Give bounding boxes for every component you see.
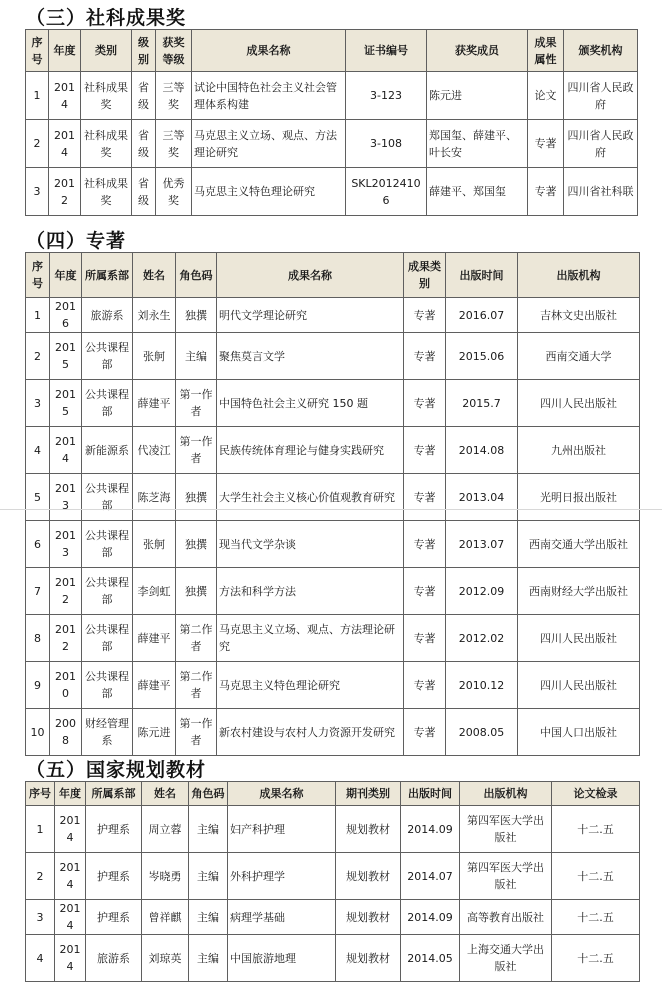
cell: 独撰: [176, 298, 217, 333]
cell: 周立蓉: [142, 806, 189, 853]
cell: 公共课程部: [82, 662, 133, 709]
cell: 上海交通大学出版社: [460, 935, 552, 982]
cell: 独撰: [176, 568, 217, 615]
cell: 2012: [50, 615, 82, 662]
table-header-row: [26, 30, 638, 72]
table-row: [26, 709, 640, 756]
cell: 专著: [404, 521, 446, 568]
cell: 高等教育出版社: [460, 900, 552, 935]
table-header-row: [26, 782, 640, 806]
cell: 李剑虹: [133, 568, 176, 615]
cell: 专著: [404, 298, 446, 333]
col-header: 成果属性: [528, 30, 564, 72]
cell: 光明日报出版社: [518, 474, 640, 521]
col-header: 姓名: [133, 253, 176, 298]
col-header: 成果类别: [404, 253, 446, 298]
cell: 郑国玺、薛建平、叶长安: [427, 120, 528, 168]
cell: 2015.7: [446, 380, 518, 427]
cell: 曾祥麒: [142, 900, 189, 935]
col-header: 序号: [26, 30, 49, 72]
cell: 2013.04: [446, 474, 518, 521]
cell: 薛建平: [133, 380, 176, 427]
col-header: 证书编号: [346, 30, 427, 72]
cell: 四川人民出版社: [518, 380, 640, 427]
cell: 西南财经大学出版社: [518, 568, 640, 615]
cell: 专著: [404, 709, 446, 756]
cell: 主编: [189, 853, 228, 900]
cell: 2013: [50, 474, 82, 521]
cell: 优秀奖: [156, 168, 192, 216]
cell: 规划教材: [336, 806, 401, 853]
table-row: [26, 935, 640, 982]
cell: 现当代文学杂谈: [217, 521, 404, 568]
cell: 公共课程部: [82, 568, 133, 615]
cell: 3: [26, 168, 49, 216]
cell: 第二作者: [176, 615, 217, 662]
cell: 马克思主义立场、观点、方法理论研究: [192, 120, 346, 168]
cell: 九州出版社: [518, 427, 640, 474]
cell: 公共课程部: [82, 521, 133, 568]
cell: 专著: [404, 380, 446, 427]
cell: 2: [26, 120, 49, 168]
cell: 旅游系: [86, 935, 142, 982]
cell: 病理学基础: [228, 900, 336, 935]
cell: 岑晓勇: [142, 853, 189, 900]
cell: 公共课程部: [82, 380, 133, 427]
cell: 第一作者: [176, 380, 217, 427]
cell: 薛建平: [133, 662, 176, 709]
table-row: [26, 120, 638, 168]
cell: 明代文学理论研究: [217, 298, 404, 333]
cell: 2014: [50, 427, 82, 474]
cell: 4: [26, 427, 50, 474]
cell: 省级: [132, 168, 156, 216]
cell: 十二.五: [552, 806, 640, 853]
cell: 省级: [132, 72, 156, 120]
col-header: 序号: [26, 782, 55, 806]
cell: 社科成果奖: [81, 72, 132, 120]
page-divider: [0, 509, 662, 510]
cell: 省级: [132, 120, 156, 168]
cell: 7: [26, 568, 50, 615]
cell: 主编: [189, 900, 228, 935]
cell: 财经管理系: [82, 709, 133, 756]
table-row: [26, 521, 640, 568]
col-header: 姓名: [142, 782, 189, 806]
cell: 论文: [528, 72, 564, 120]
col-header: 角色码: [189, 782, 228, 806]
cell: 2012: [50, 568, 82, 615]
col-header: 期刊类别: [336, 782, 401, 806]
cell: 护理系: [86, 853, 142, 900]
table-row: [26, 853, 640, 900]
cell: 规划教材: [336, 853, 401, 900]
cell: 3: [26, 380, 50, 427]
cell: 2014.09: [401, 900, 460, 935]
cell: 外科护理学: [228, 853, 336, 900]
cell: 主编: [176, 333, 217, 380]
cell: 陈元进: [427, 72, 528, 120]
cell: 2015.06: [446, 333, 518, 380]
cell: 薛建平: [133, 615, 176, 662]
cell: 2014.08: [446, 427, 518, 474]
cell: 四川省社科联: [564, 168, 638, 216]
cell: 2016: [50, 298, 82, 333]
table-row: [26, 806, 640, 853]
cell: 护理系: [86, 806, 142, 853]
cell: 社科成果奖: [81, 120, 132, 168]
cell: 代凌江: [133, 427, 176, 474]
cell: 西南交通大学出版社: [518, 521, 640, 568]
cell: 妇产科护理: [228, 806, 336, 853]
col-header: 序号: [26, 253, 50, 298]
cell: 2016.07: [446, 298, 518, 333]
table-row: [26, 333, 640, 380]
table-header-row: [26, 253, 640, 298]
cell: 2015: [50, 333, 82, 380]
cell: 2014: [49, 120, 81, 168]
cell: 聚焦莫言文学: [217, 333, 404, 380]
cell: 旅游系: [82, 298, 133, 333]
cell: 十二.五: [552, 900, 640, 935]
table-row: [26, 662, 640, 709]
cell: SKL20124106: [346, 168, 427, 216]
cell: 独撰: [176, 474, 217, 521]
monographs-table: [25, 252, 640, 756]
table-row: [26, 72, 638, 120]
cell: 5: [26, 474, 50, 521]
cell: 2014: [55, 900, 86, 935]
col-header: 出版机构: [518, 253, 640, 298]
col-header: 角色码: [176, 253, 217, 298]
cell: 马克思主义立场、观点、方法理论研究: [217, 615, 404, 662]
col-header: 年度: [49, 30, 81, 72]
cell: 专著: [404, 568, 446, 615]
cell: 第四军医大学出版社: [460, 806, 552, 853]
cell: 张舸: [133, 521, 176, 568]
cell: 新农村建设与农村人力资源开发研究: [217, 709, 404, 756]
cell: 四川人民出版社: [518, 662, 640, 709]
cell: 10: [26, 709, 50, 756]
col-header: 获奖等级: [156, 30, 192, 72]
table-row: [26, 168, 638, 216]
section-5-title: （五）国家规划教材: [26, 759, 207, 781]
cell: 试论中国特色社会主义社会管理体系构建: [192, 72, 346, 120]
cell: 刘永生: [133, 298, 176, 333]
cell: 第一作者: [176, 709, 217, 756]
cell: 专著: [528, 168, 564, 216]
col-header: 成果名称: [192, 30, 346, 72]
cell: 规划教材: [336, 900, 401, 935]
table-row: [26, 474, 640, 521]
cell: 2008: [50, 709, 82, 756]
table-row: [26, 380, 640, 427]
cell: 张舸: [133, 333, 176, 380]
col-header: 论文检录: [552, 782, 640, 806]
col-header: 类别: [81, 30, 132, 72]
cell: 8: [26, 615, 50, 662]
col-header: 所属系部: [82, 253, 133, 298]
cell: 2: [26, 853, 55, 900]
col-header: 出版时间: [446, 253, 518, 298]
cell: 陈元进: [133, 709, 176, 756]
cell: 西南交通大学: [518, 333, 640, 380]
cell: 马克思主义特色理论研究: [217, 662, 404, 709]
cell: 2013: [50, 521, 82, 568]
cell: 2012.09: [446, 568, 518, 615]
cell: 公共课程部: [82, 474, 133, 521]
cell: 专著: [404, 427, 446, 474]
cell: 第二作者: [176, 662, 217, 709]
cell: 第四军医大学出版社: [460, 853, 552, 900]
textbooks-table: [25, 781, 640, 982]
section-3-title: （三）社科成果奖: [26, 7, 187, 29]
cell: 护理系: [86, 900, 142, 935]
cell: 公共课程部: [82, 333, 133, 380]
cell: 主编: [189, 806, 228, 853]
cell: 1: [26, 298, 50, 333]
cell: 2014.07: [401, 853, 460, 900]
col-header: 出版机构: [460, 782, 552, 806]
cell: 专著: [404, 615, 446, 662]
cell: 2: [26, 333, 50, 380]
cell: 中国旅游地理: [228, 935, 336, 982]
cell: 三等奖: [156, 72, 192, 120]
col-header: 年度: [50, 253, 82, 298]
cell: 陈芝海: [133, 474, 176, 521]
cell: 四川人民出版社: [518, 615, 640, 662]
cell: 2015: [50, 380, 82, 427]
cell: 4: [26, 935, 55, 982]
cell: 专著: [404, 662, 446, 709]
cell: 1: [26, 72, 49, 120]
cell: 中国人口出版社: [518, 709, 640, 756]
table-row: [26, 298, 640, 333]
cell: 主编: [189, 935, 228, 982]
col-header: 获奖成员: [427, 30, 528, 72]
cell: 2014: [49, 72, 81, 120]
cell: 6: [26, 521, 50, 568]
cell: 1: [26, 806, 55, 853]
col-header: 级别: [132, 30, 156, 72]
cell: 2014: [55, 806, 86, 853]
cell: 方法和科学方法: [217, 568, 404, 615]
cell: 3-123: [346, 72, 427, 120]
table-row: [26, 900, 640, 935]
col-header: 出版时间: [401, 782, 460, 806]
cell: 专著: [404, 474, 446, 521]
col-header: 颁奖机构: [564, 30, 638, 72]
cell: 2008.05: [446, 709, 518, 756]
col-header: 成果名称: [228, 782, 336, 806]
cell: 四川省人民政府: [564, 72, 638, 120]
cell: 2010.12: [446, 662, 518, 709]
cell: 3: [26, 900, 55, 935]
cell: 社科成果奖: [81, 168, 132, 216]
cell: 3-108: [346, 120, 427, 168]
cell: 专著: [528, 120, 564, 168]
awards-table: [25, 29, 638, 216]
cell: 三等奖: [156, 120, 192, 168]
cell: 民族传统体育理论与健身实践研究: [217, 427, 404, 474]
cell: 2012.02: [446, 615, 518, 662]
cell: 第一作者: [176, 427, 217, 474]
table-row: [26, 427, 640, 474]
table-row: [26, 568, 640, 615]
table-row: [26, 615, 640, 662]
cell: 2014: [55, 935, 86, 982]
cell: 2014.09: [401, 806, 460, 853]
cell: 2013.07: [446, 521, 518, 568]
section-4-title: （四）专著: [26, 230, 127, 252]
cell: 中国特色社会主义研究 150 题: [217, 380, 404, 427]
cell: 吉林文史出版社: [518, 298, 640, 333]
cell: 2014: [55, 853, 86, 900]
col-header: 年度: [55, 782, 86, 806]
cell: 四川省人民政府: [564, 120, 638, 168]
cell: 大学生社会主义核心价值观教育研究: [217, 474, 404, 521]
cell: 十二.五: [552, 935, 640, 982]
cell: 独撰: [176, 521, 217, 568]
cell: 公共课程部: [82, 615, 133, 662]
cell: 新能源系: [82, 427, 133, 474]
cell: 专著: [404, 333, 446, 380]
cell: 2014.05: [401, 935, 460, 982]
cell: 马克思主义特色理论研究: [192, 168, 346, 216]
col-header: 成果名称: [217, 253, 404, 298]
cell: 十二.五: [552, 853, 640, 900]
cell: 9: [26, 662, 50, 709]
col-header: 所属系部: [86, 782, 142, 806]
cell: 2010: [50, 662, 82, 709]
cell: 规划教材: [336, 935, 401, 982]
cell: 刘琼英: [142, 935, 189, 982]
cell: 2012: [49, 168, 81, 216]
cell: 薛建平、郑国玺: [427, 168, 528, 216]
